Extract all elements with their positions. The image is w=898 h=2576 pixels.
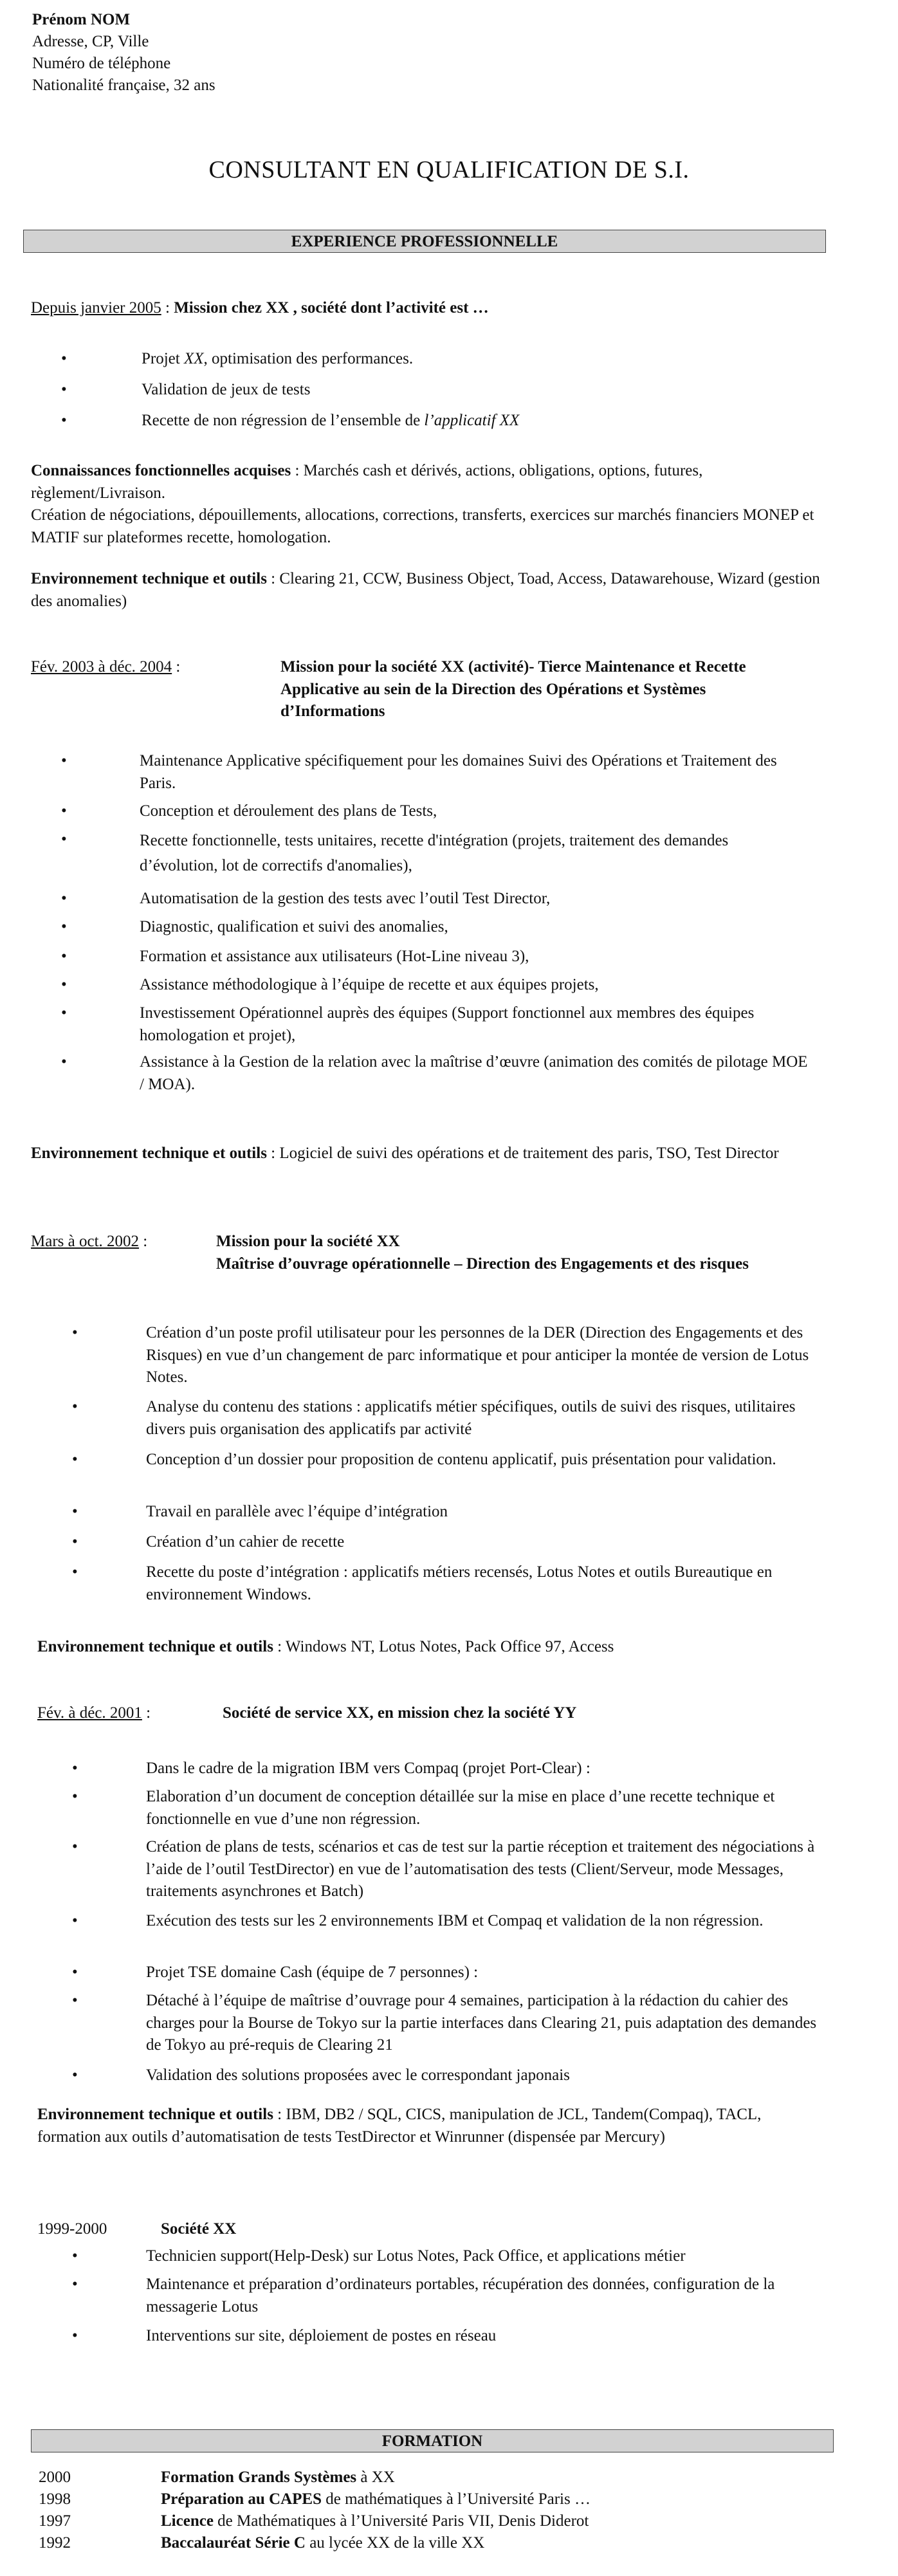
bullet-glyph: • — [72, 1533, 78, 1550]
exp3-mission-line2: Maîtrise d’ouvrage opérationnelle – Direction des Engagements et des risques — [216, 1255, 749, 1273]
bullet-glyph: • — [72, 2066, 78, 2084]
list-item — [72, 1322, 831, 1396]
bullet-glyph: • — [61, 412, 67, 429]
section-header-experience: EXPERIENCE PROFESSIONNELLE — [23, 230, 826, 253]
item-text: Travail en parallèle avec l’équipe d’intégration — [146, 1503, 448, 1520]
formation-row — [0, 2510, 898, 2532]
env-label: Environnement technique et outils — [37, 1638, 273, 1655]
formation-year: 1992 — [39, 2534, 71, 2552]
list-item — [72, 1910, 831, 1962]
bullet-glyph: • — [72, 1503, 78, 1520]
list-item — [72, 2325, 831, 2353]
list-item — [61, 916, 820, 946]
list-item — [61, 1051, 820, 1103]
exp5-company: Société XX — [161, 2220, 237, 2238]
list-item — [72, 2245, 831, 2274]
item-text: Assistance à la Gestion de la relation avec la maîtrise d’œuvre (animation des comités de pilotage MOE / MOA). — [140, 1053, 808, 1093]
phone: Numéro de téléphone — [32, 55, 171, 72]
list-item — [72, 2274, 831, 2325]
bullet-glyph: • — [61, 918, 67, 935]
exp4-period-line — [37, 1702, 151, 1725]
formation-title: Baccalauréat Série C — [161, 2534, 306, 2552]
bullet-glyph: • — [72, 2276, 78, 2293]
bullet-glyph: • — [72, 2247, 78, 2265]
list-item — [72, 1962, 831, 1990]
formation-row — [0, 2532, 898, 2554]
list-item — [61, 800, 820, 829]
list-item — [61, 379, 820, 410]
exp1-header — [31, 297, 829, 320]
item-text: Elaboration d’un document de conception détaillée sur la mise en place d’une recette technique et fonctionnelle en vue d’une non régression. — [146, 1788, 775, 1828]
exp2-bullets — [61, 750, 820, 1103]
bullet-glyph: • — [61, 948, 67, 965]
bullet-glyph: • — [61, 381, 67, 398]
formation-list — [0, 2467, 898, 2554]
item-text: Analyse du contenu des stations : applicatifs métier spécifiques, outils de suivi des risques, utilitaires divers puis organisation des applicatifs par activité — [146, 1398, 796, 1438]
item-text: Recette fonctionnelle, tests unitaires, recette d'intégration (projets, traitement des demandes d’évolution, lot de correctifs d'anomalies), — [140, 832, 729, 874]
list-item — [72, 1531, 831, 1561]
env-label: Environnement technique et outils — [37, 2106, 273, 2123]
item-text: Recette du poste d’intégration : applicatifs métiers recensés, Lotus Notes et outils Bureautique en environnement Windows. — [146, 1563, 773, 1603]
list-item — [61, 1002, 820, 1051]
item-text: Création d’un cahier de recette — [146, 1533, 345, 1550]
item-text: Exécution des tests sur les 2 environnements IBM et Compaq et validation de la non régression. — [146, 1912, 764, 1929]
bullet-glyph: • — [72, 1563, 78, 1581]
exp4-period: Fév. à déc. 2001 — [37, 1704, 142, 1722]
list-item — [72, 1836, 831, 1910]
list-item — [72, 1561, 831, 1612]
item-text: Technicien support(Help-Desk) sur Lotus Notes, Pack Office, et applications métier — [146, 2247, 686, 2265]
item-text: Maintenance Applicative spécifiquement pour les domaines Suivi des Opérations et Traitement des Paris. — [140, 752, 777, 792]
list-item — [61, 888, 820, 916]
exp2-environment — [31, 1143, 822, 1165]
exp1-mission: Mission chez XX , société dont l’activité est … — [174, 299, 489, 317]
item-text: Projet TSE domaine Cash (équipe de 7 personnes) : — [146, 1964, 479, 1981]
item-text: Recette de non régression de l’ensemble de — [142, 412, 425, 429]
item-text: Conception et déroulement des plans de Tests, — [140, 802, 437, 820]
formation-detail: à XX — [356, 2469, 395, 2486]
bullet-glyph: • — [72, 1912, 78, 1929]
exp4-sep: : — [142, 1704, 151, 1722]
item-text: Projet — [142, 350, 184, 367]
document-title: CONSULTANT EN QUALIFICATION DE S.I. — [208, 156, 690, 183]
nationality: Nationalité française, 32 ans — [32, 77, 215, 94]
section-header-formation: FORMATION — [31, 2429, 834, 2452]
bullet-glyph: • — [72, 1398, 78, 1415]
env-text: : Logiciel de suivi des opérations et de traitement des paris, TSO, Test Director — [266, 1145, 779, 1162]
item-text: Formation et assistance aux utilisateurs (Hot-Line niveau 3), — [140, 948, 529, 965]
bullet-glyph: • — [61, 350, 67, 367]
list-item — [61, 750, 820, 800]
bullet-glyph: • — [61, 1053, 67, 1071]
exp1-sep: : — [161, 299, 174, 317]
exp3-environment — [37, 1636, 829, 1659]
formation-year: 1997 — [39, 2512, 71, 2530]
list-item — [72, 1449, 831, 1501]
candidate-name: Prénom NOM — [32, 11, 131, 28]
address: Adresse, CP, Ville — [32, 33, 149, 50]
exp3-sep: : — [139, 1233, 148, 1250]
bullet-glyph: • — [61, 802, 67, 820]
list-item — [72, 1786, 831, 1836]
formation-detail: de Mathématiques à l’Université Paris VII, Denis Diderot — [213, 2512, 589, 2530]
knowledge-text: : Marchés cash et dérivés, actions, obligations, options, futures, règlement/Livraison. — [31, 462, 703, 502]
formation-row — [0, 2489, 898, 2510]
bullet-glyph: • — [61, 976, 67, 993]
exp2-sep: : — [172, 658, 181, 676]
item-text: Création d’un poste profil utilisateur pour les personnes de la DER (Direction des Engagements et des Risques) en vue d’un changement de parc informatique et pour anticiper la montée de version de Lotus Notes. — [146, 1324, 809, 1386]
exp4-bullets — [72, 1758, 831, 2093]
exp1-environment — [31, 568, 822, 612]
formation-title: Licence — [161, 2512, 214, 2530]
exp2-period: Fév. 2003 à déc. 2004 — [31, 658, 172, 676]
list-item — [72, 2065, 831, 2093]
item-text: Validation des solutions proposées avec le correspondant japonais — [146, 2066, 570, 2084]
env-text: : Clearing 21, CCW, Business Object, Toad, Access, Datawarehouse, Wizard (gestion des anomalies) — [31, 570, 820, 610]
exp4-environment — [37, 2104, 829, 2148]
knowledge-label: Connaissances fonctionnelles acquises — [31, 462, 291, 479]
list-item — [72, 1501, 831, 1531]
item-text: Création de plans de tests, scénarios et cas de test sur la partie réception et traitement des négociations à l’aide de l’outil TestDirector) en vue de l’automatisation des tests (Client/Serveur, mode Messages, traitements asynchrones et Batch) — [146, 1838, 815, 1900]
bullet-glyph: • — [61, 890, 67, 907]
formation-title: Préparation au CAPES — [161, 2490, 322, 2508]
item-italic: XX — [183, 350, 204, 367]
item-text: Dans le cadre de la migration IBM vers Compaq (projet Port-Clear) : — [146, 1760, 591, 1777]
exp1-knowledge — [31, 460, 822, 549]
exp1-period: Depuis janvier 2005 — [31, 299, 161, 317]
env-label: Environnement technique et outils — [31, 570, 267, 587]
item-text: Conception d’un dossier pour proposition de contenu applicatif, puis présentation pour validation. — [146, 1451, 776, 1468]
formation-title: Formation Grands Systèmes — [161, 2469, 357, 2486]
bullet-glyph: • — [72, 1760, 78, 1777]
exp3-bullets — [72, 1322, 831, 1612]
exp2-period-line — [31, 656, 180, 679]
bullet-glyph: • — [72, 1324, 78, 1341]
bullet-glyph: • — [61, 752, 67, 769]
formation-row — [0, 2467, 898, 2489]
exp3-mission — [216, 1231, 814, 1275]
list-item — [72, 1758, 831, 1786]
bullet-glyph: • — [72, 1838, 78, 1855]
list-item — [72, 1990, 831, 2065]
list-item — [72, 1396, 831, 1449]
formation-year: 2000 — [39, 2469, 71, 2486]
env-label: Environnement technique et outils — [31, 1145, 267, 1162]
bullet-glyph: • — [72, 1788, 78, 1805]
item-text: , optimisation des performances. — [203, 350, 414, 367]
env-text: : Windows NT, Lotus Notes, Pack Office 97, Access — [273, 1638, 614, 1655]
bullet-glyph: • — [72, 1992, 78, 2009]
item-text: Investissement Opérationnel auprès des équipes (Support fonctionnel aux membres des équipes homologation et projet), — [140, 1004, 755, 1044]
exp5-bullets — [72, 2245, 831, 2353]
item-italic: l’applicatif XX — [424, 412, 520, 429]
list-item — [61, 946, 820, 974]
item-text: Assistance méthodologique à l’équipe de recette et aux équipes projets, — [140, 976, 599, 993]
item-text: Validation de jeux de tests — [142, 381, 311, 398]
env-text: : IBM, DB2 / SQL, CICS, manipulation de JCL, Tandem(Compaq), TACL, formation aux outils d’automatisation de tests TestDirector et Winrunner (dispensée par Mercury) — [37, 2106, 762, 2146]
list-item — [61, 348, 820, 379]
formation-detail: de mathématiques à l’Université Paris … — [322, 2490, 591, 2508]
item-text: Diagnostic, qualification et suivi des anomalies, — [140, 918, 448, 935]
exp3-period-line — [31, 1231, 147, 1253]
bullet-glyph: • — [72, 2327, 78, 2344]
bullet-glyph: • — [72, 1964, 78, 1981]
item-text: Maintenance et préparation d’ordinateurs portables, récupération des données, configuration de la messagerie Lotus — [146, 2276, 775, 2315]
formation-year: 1998 — [39, 2490, 71, 2508]
exp1-bullets — [61, 348, 820, 441]
formation-detail: au lycée XX de la ville XX — [305, 2534, 485, 2552]
list-item — [61, 829, 820, 888]
item-text: Automatisation de la gestion des tests avec l’outil Test Director, — [140, 890, 551, 907]
bullet-glyph: • — [72, 1451, 78, 1468]
exp2-mission: Mission pour la société XX (activité)- Tierce Maintenance et Recette Applicative au sein de la Direction des Opérations et Systèmes d’Informations — [280, 658, 746, 720]
list-item — [61, 410, 820, 441]
contact-block — [32, 9, 215, 97]
exp5-period: 1999-2000 — [37, 2220, 107, 2238]
exp3-period: Mars à oct. 2002 — [31, 1233, 140, 1250]
knowledge-text-2: Création de négociations, dépouillements, allocations, corrections, transferts, exercices sur marchés financiers MONEP et MATIF sur plateformes recette, homologation. — [31, 506, 814, 546]
exp4-mission: Société de service XX, en mission chez la société YY — [223, 1704, 577, 1722]
item-text: Détaché à l’équipe de maîtrise d’ouvrage pour 4 semaines, participation à la rédaction du cahier des charges pour la Bourse de Tokyo sur la partie interfaces dans Clearing 21, puis adaptation des demandes de Tokyo au pré-requis de Clearing 21 — [146, 1992, 817, 2054]
exp3-mission-line1: Mission pour la société XX — [216, 1233, 400, 1250]
list-item — [61, 974, 820, 1002]
bullet-glyph: • — [61, 831, 67, 848]
item-text: Interventions sur site, déploiement de postes en réseau — [146, 2327, 497, 2344]
bullet-glyph: • — [61, 1004, 67, 1022]
